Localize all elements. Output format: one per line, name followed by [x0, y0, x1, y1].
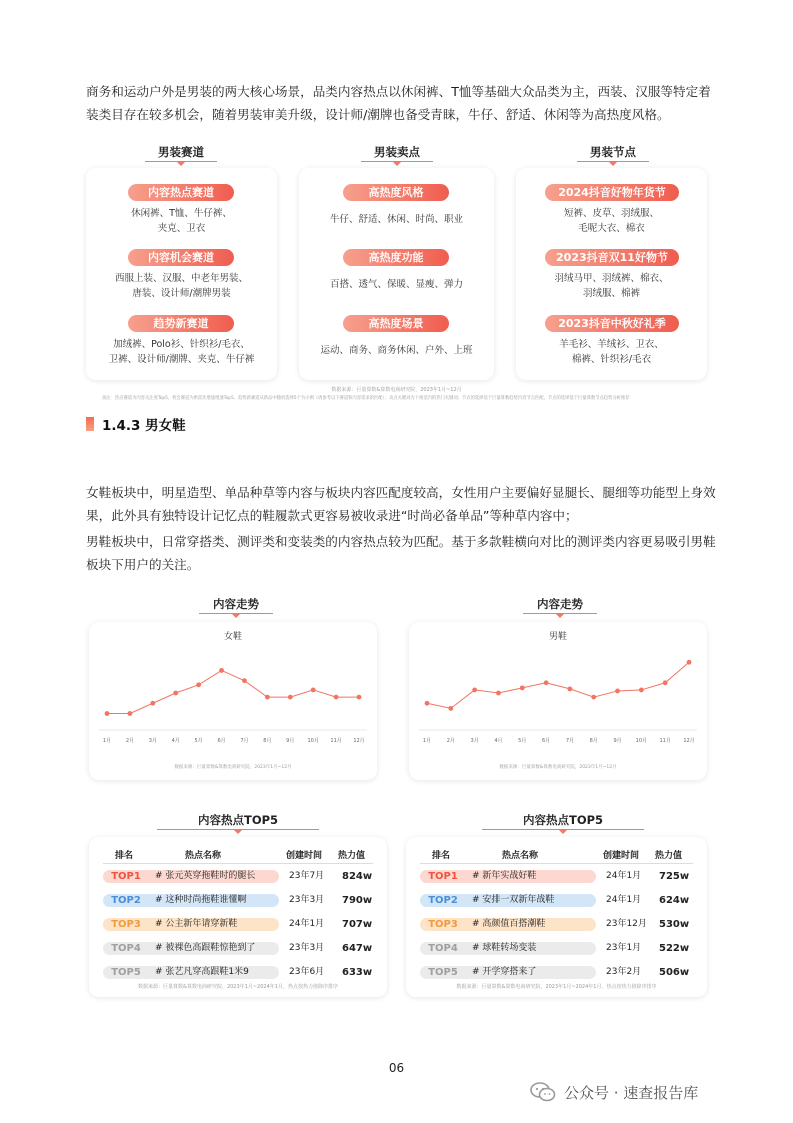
rank-badge: TOP2 [428, 895, 458, 906]
pill-text: 西服上装、汉服、中老年男装、 唐装、设计师/潮牌男装 [114, 273, 248, 299]
x-tick-label: 9月 [613, 738, 622, 744]
x-tick-label: 2月 [446, 738, 455, 744]
data-point [128, 711, 133, 716]
heat-value: 530w [659, 919, 690, 930]
pill-text: 百搭、透气、保暖、显瘦、弹力 [329, 279, 463, 290]
data-point [425, 701, 430, 706]
trend-title-women: 内容走势 [199, 596, 273, 614]
rank-badge: TOP1 [428, 871, 458, 882]
watermark-text: 公众号 · 速查报告库 [564, 1083, 699, 1102]
created-date: 23年2月 [606, 967, 642, 977]
data-point [242, 678, 247, 683]
data-point [615, 689, 620, 694]
x-tick-label: 12月 [353, 738, 365, 744]
rank-badge: TOP5 [428, 967, 458, 978]
x-tick-label: 4月 [494, 738, 503, 744]
created-date: 24年1月 [606, 871, 642, 881]
source-note: 数据来源：巨量算数&算数电商研究院，2023年1月~12月 [331, 387, 462, 393]
heat-value: 725w [659, 871, 690, 882]
data-point [105, 711, 110, 716]
chart-source: 数据来源：巨量算数&算数电商研究院，2023年1月~12月 [499, 765, 617, 770]
data-point [687, 660, 692, 665]
pill-node-double11: 2023抖音双11好物节 [545, 249, 679, 266]
top5-title-men: 内容热点TOP5 [482, 812, 644, 830]
series-line [427, 662, 689, 708]
data-point [591, 695, 596, 700]
data-point [663, 680, 668, 685]
data-point [357, 695, 362, 700]
shoe-paragraph-men: 男鞋板块中，日常穿搭类、测评类和变装类的内容热点较为匹配。基于多款鞋横向对比的测评类内容更易吸引男鞋板块下用户的关注。 [86, 534, 716, 572]
pill-node-newyear: 2024抖音好物年货节 [545, 184, 679, 201]
pill-opportunity-track: 内容机会赛道 [128, 249, 234, 266]
rank-badge: TOP4 [111, 943, 141, 954]
table-header: 排名 [115, 851, 134, 861]
created-date: 24年1月 [606, 895, 642, 905]
section-marker [86, 417, 94, 431]
topic-name: # 新年实战好鞋 [472, 871, 537, 881]
x-tick-label: 8月 [589, 738, 598, 744]
pill-text: 羽绒马甲、羽绒裤、棉衣、 羽绒服、棉裤 [554, 273, 669, 299]
created-date: 24年1月 [289, 919, 325, 929]
line-chart-men-shoes [409, 622, 707, 780]
panel-menswear-nodes [516, 168, 707, 380]
top5-card-men [406, 837, 707, 997]
heat-value: 624w [659, 895, 690, 906]
x-tick-label: 3月 [148, 738, 157, 744]
top5-title-women: 内容热点TOP5 [157, 812, 319, 830]
data-point [568, 687, 573, 692]
created-date: 23年3月 [289, 895, 325, 905]
x-tick-label: 3月 [470, 738, 479, 744]
table-header: 热点名称 [185, 851, 222, 861]
topic-name: # 高颜值百搭潮鞋 [472, 919, 546, 929]
x-tick-label: 5月 [194, 738, 203, 744]
x-tick-label: 11月 [659, 738, 671, 744]
intro-paragraph: 商务和运动户外是男装的两大核心场景，品类内容热点以休闲裤、T恤等基础大众品类为主，西装、汉服等特定着装类目存在较多机会，随着男装审美升级，设计师/潮牌也备受青睐，牛仔、舒适、休闲等为高热度风格。 [86, 84, 711, 122]
rank-badge: TOP3 [111, 919, 141, 930]
topic-name: # 公主新年请穿新鞋 [155, 919, 238, 929]
topic-name: # 张艺凡穿高跟鞋1米9 [155, 967, 249, 977]
data-point [639, 688, 644, 693]
data-point [544, 680, 549, 685]
data-point [334, 695, 339, 700]
heat-value: 506w [659, 967, 690, 978]
pill-hot-scene: 高热度场景 [343, 315, 449, 332]
chart-title: 男鞋 [548, 632, 568, 642]
panel-menswear-track [86, 168, 277, 380]
table-source: 数据来源：巨量算数&算数电商研究院，2023年1月~2024年1月，热点按热力值降序排序 [138, 984, 338, 990]
section-title: 1.4.3 男女鞋 [102, 418, 186, 434]
top5-card-women [89, 837, 387, 997]
heat-value: 647w [342, 943, 373, 954]
heat-value: 790w [342, 895, 373, 906]
x-tick-label: 6月 [217, 738, 226, 744]
pill-text: 运动、商务、商务休闲、户外、上班 [320, 345, 473, 356]
rank-badge: TOP2 [111, 895, 141, 906]
x-tick-label: 11月 [330, 738, 342, 744]
chart-card-men [409, 622, 707, 780]
pill-hot-track: 内容热点赛道 [128, 184, 234, 201]
x-tick-label: 4月 [171, 738, 180, 744]
header-divider [420, 863, 693, 864]
series-line [107, 670, 359, 713]
chart-title: 女鞋 [223, 632, 243, 642]
x-tick-label: 1月 [102, 738, 112, 744]
panel-title-menswear-nodes: 男装节点 [577, 144, 649, 162]
shoe-paragraph-women: 女鞋板块中，明星造型、单品种草等内容与板块内容匹配度较高，女性用户主要偏好显腿长、腿细等功能型上身效果，此外具有独特设计记忆点的鞋履款式更容易被收录进“时尚必备单品”等种草内容中； [86, 485, 716, 523]
x-tick-label: 9月 [286, 738, 295, 744]
x-tick-label: 8月 [263, 738, 272, 744]
created-date: 23年6月 [289, 967, 325, 977]
pill-hot-function: 高热度功能 [343, 249, 449, 266]
x-tick-label: 2月 [125, 738, 135, 744]
panel-title-menswear-track: 男装赛道 [145, 144, 217, 162]
pill-text: 牛仔、舒适、休闲、时尚、职业 [329, 214, 463, 225]
pill-node-midautumn: 2023抖音中秋好礼季 [545, 315, 679, 332]
table-header: 创建时间 [286, 851, 323, 861]
x-tick-label: 7月 [565, 738, 575, 744]
chart-card-women [89, 622, 377, 780]
data-point [448, 706, 453, 711]
x-tick-label: 6月 [541, 738, 551, 744]
x-tick-label: 10月 [307, 738, 319, 744]
pill-text: 短裤、皮草、羽绒服、 毛呢大衣、棉衣 [563, 208, 659, 234]
pill-trend-track: 趋势新赛道 [128, 315, 234, 332]
rank-badge: TOP5 [111, 967, 141, 978]
x-tick-label: 12月 [683, 738, 695, 744]
x-tick-label: 1月 [422, 738, 432, 744]
created-date: 23年12月 [606, 919, 647, 929]
data-point [265, 695, 270, 700]
table-header: 热点名称 [502, 851, 539, 861]
topic-name: # 开学穿搭来了 [472, 967, 537, 977]
data-point [196, 682, 201, 687]
remark-note: 备注：热点赛道为内容关注度Top5，机会赛道为供需比增速增速Top5，趋势新赛道从新品中随机选择5个为示例（请参考以下赛道和内容需求的匹配）；卖点关键词为下视觉内的热门关键词；节点的选择基于巨量算数趋势内容节点匹配，节点的选择基于巨量算数节点趋势分析推荐 [102, 396, 630, 401]
data-point [472, 688, 477, 693]
table-header: 热力值 [655, 851, 683, 861]
rank-badge: TOP4 [428, 943, 458, 954]
table-header: 排名 [432, 851, 451, 861]
heat-value: 633w [342, 967, 373, 978]
table-header: 热力值 [338, 851, 366, 861]
pill-text: 羊毛衫、羊绒衫、卫衣、 棉裤、针织衫/毛衣 [559, 339, 664, 365]
topic-name: # 张元英穿拖鞋时的腿长 [155, 871, 256, 881]
topic-name: # 这种时尚拖鞋谁懂啊 [155, 895, 247, 905]
pill-text: 加绒裤、Polo衫、针织衫/毛衣、 卫裤、设计师/潮牌、夹克、牛仔裤 [108, 339, 255, 365]
data-point [219, 668, 224, 673]
pill-hot-style: 高热度风格 [343, 184, 449, 201]
created-date: 23年1月 [606, 943, 642, 953]
table-source: 数据来源：巨量算数&算数电商研究院，2023年1月~2024年1月，热点按热力值降序排序 [456, 984, 657, 990]
created-date: 23年7月 [289, 871, 325, 881]
x-tick-label: 7月 [240, 738, 249, 744]
topic-name: # 安排一双新年战鞋 [472, 895, 555, 905]
x-tick-label: 10月 [635, 738, 648, 744]
table-header: 创建时间 [603, 851, 640, 861]
chart-source: 数据来源：巨量算数&算数电商研究院，2023年1月~12月 [174, 765, 292, 770]
line-chart-women-shoes [89, 622, 377, 780]
data-point [150, 701, 155, 706]
section-heading [86, 415, 186, 433]
wechat-icon [530, 1082, 556, 1102]
heat-value: 522w [659, 943, 690, 954]
x-tick-label: 5月 [518, 738, 527, 744]
heat-value: 824w [342, 871, 373, 882]
panel-menswear-selling-points [299, 168, 494, 380]
topic-name: # 球鞋转场变装 [472, 943, 537, 953]
pill-text: 休闲裤、T恤、牛仔裤、 夹克、卫衣 [131, 208, 232, 234]
panel-title-menswear-selling-points: 男装卖点 [361, 144, 433, 162]
data-point [496, 691, 501, 696]
page-number: 06 [388, 1061, 405, 1075]
data-point [288, 695, 293, 700]
rank-badge: TOP1 [111, 871, 141, 882]
watermark [530, 1078, 698, 1106]
trend-title-men: 内容走势 [523, 596, 597, 614]
header-divider [103, 863, 373, 864]
data-point [520, 685, 525, 690]
rank-badge: TOP3 [428, 919, 458, 930]
data-point [173, 691, 178, 696]
created-date: 23年3月 [289, 943, 325, 953]
heat-value: 707w [342, 919, 373, 930]
topic-name: # 被裸色高跟鞋惊艳到了 [155, 943, 256, 953]
data-point [311, 688, 316, 693]
